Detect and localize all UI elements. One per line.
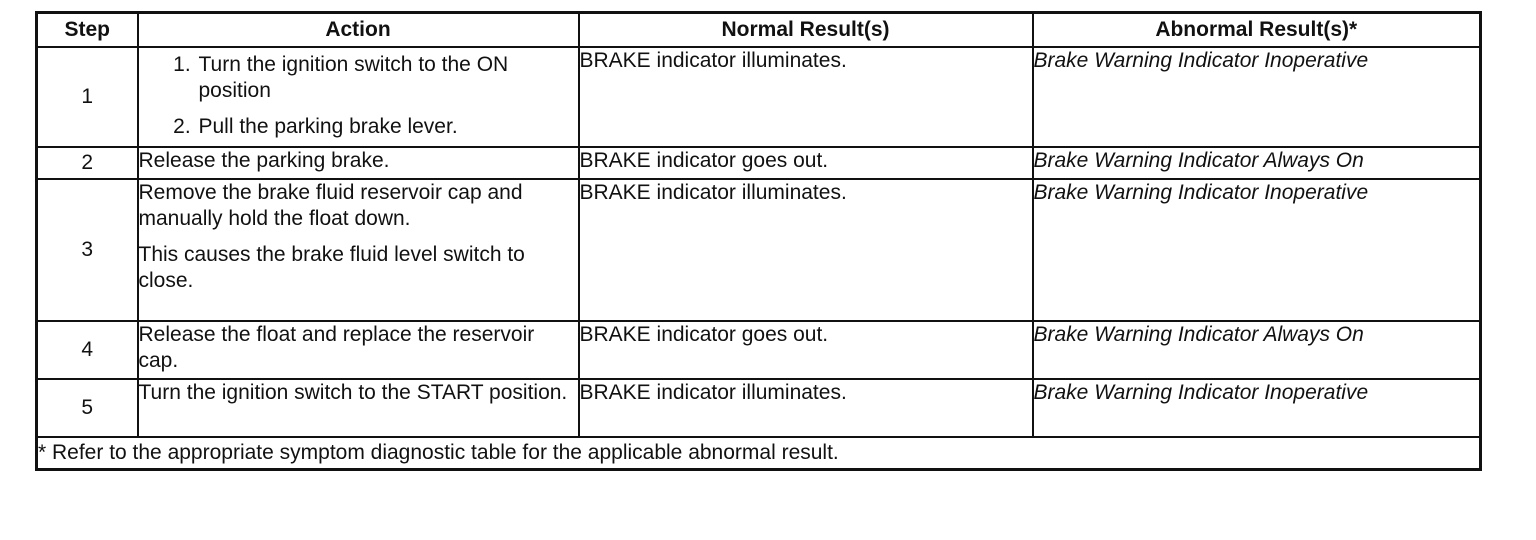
header-row: [37, 13, 1481, 48]
action-cell: [138, 179, 579, 321]
step-number: 3: [37, 179, 138, 321]
abnormal-result: Brake Warning Indicator Inoperative: [1033, 379, 1481, 437]
normal-result: BRAKE indicator goes out.: [579, 147, 1033, 179]
abnormal-result: Brake Warning Indicator Inoperative: [1033, 47, 1481, 147]
action-text: Remove the brake fluid reservoir cap and manually hold the float down.: [138, 181, 523, 230]
header-abnormal-results: Abnormal Result(s)*: [1033, 13, 1481, 48]
normal-result: BRAKE indicator illuminates.: [579, 179, 1033, 321]
step-number: 4: [37, 321, 138, 379]
table-row: [37, 379, 1481, 437]
action-text: Release the parking brake.: [138, 149, 390, 172]
action-cell: [138, 321, 579, 379]
header-normal-results: Normal Result(s): [579, 13, 1033, 48]
normal-result: BRAKE indicator goes out.: [579, 321, 1033, 379]
action-substep: 2. Pull the parking brake lever.: [197, 114, 578, 140]
action-text: Turn the ignition switch to the START position.: [138, 381, 568, 404]
diagnostic-table: [35, 11, 1482, 471]
normal-result: BRAKE indicator illuminates.: [579, 379, 1033, 437]
header-step: Step: [37, 13, 138, 48]
action-note: This causes the brake fluid level switch to close.: [138, 243, 525, 292]
action-substeps: [139, 52, 578, 140]
action-text: Release the float and replace the reservoir cap.: [138, 323, 535, 372]
footnote-row: [37, 437, 1481, 470]
table-row: [37, 179, 1481, 321]
action-cell: [138, 147, 579, 179]
table-row: [37, 147, 1481, 179]
step-number: 1: [37, 47, 138, 147]
footnote: * Refer to the appropriate symptom diagnostic table for the applicable abnormal result.: [37, 437, 1481, 470]
header-action: Action: [138, 13, 579, 48]
step-number: 2: [37, 147, 138, 179]
abnormal-result: Brake Warning Indicator Always On: [1033, 147, 1481, 179]
table-row: [37, 47, 1481, 147]
table-row: [37, 321, 1481, 379]
abnormal-result: Brake Warning Indicator Always On: [1033, 321, 1481, 379]
step-number: 5: [37, 379, 138, 437]
action-cell: [138, 47, 579, 147]
abnormal-result: Brake Warning Indicator Inoperative: [1033, 179, 1481, 321]
action-cell: [138, 379, 579, 437]
normal-result: BRAKE indicator illuminates.: [579, 47, 1033, 147]
action-substep: 1. Turn the ignition switch to the ON position: [197, 52, 578, 104]
